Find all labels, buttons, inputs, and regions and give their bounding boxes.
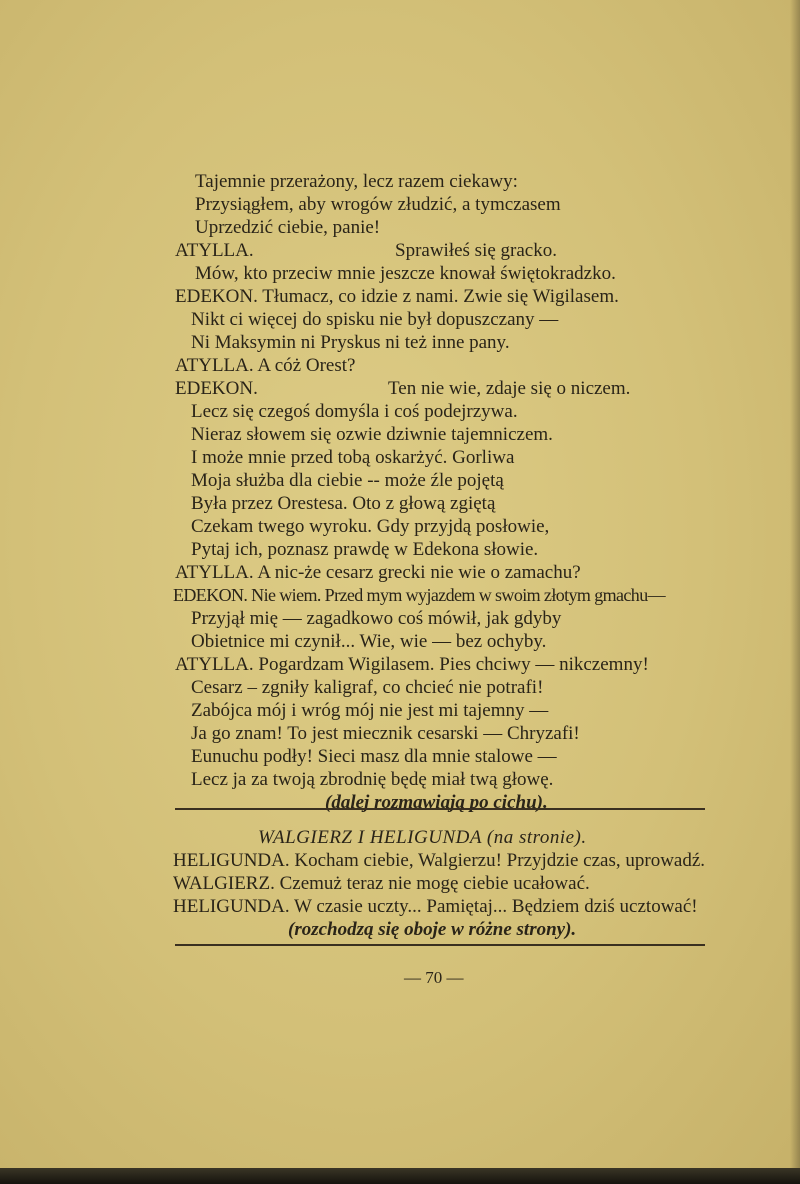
speaker-name: EDEKON.	[175, 378, 258, 399]
verse-line: Lecz się czegoś domyśla i coś podejrzywa.	[191, 401, 518, 422]
verse-line: Była przez Orestesa. Oto z głową zgiętą	[191, 493, 496, 514]
verse-line: Przyjął mię — zagadkowo coś mówił, jak gdyby	[191, 608, 562, 629]
dialogue-line: WALGIERZ. Czemuż teraz nie mogę ciebie ucałować.	[173, 873, 590, 894]
binding-shadow	[0, 1168, 800, 1184]
speaker-name: ATYLLA.	[175, 240, 254, 261]
verse-line: Tajemnie przerażony, lecz razem ciekawy:	[195, 171, 518, 192]
scene-heading: WALGIERZ I HELIGUNDA (na stronie).	[258, 827, 587, 848]
verse-line: I może mnie przed tobą oskarżyć. Gorliwa	[191, 447, 515, 468]
verse-line: Czekam twego wyroku. Gdy przyjdą posłowie,	[191, 516, 550, 537]
verse-line: Nieraz słowem się ozwie dziwnie tajemniczem.	[191, 424, 553, 445]
verse-line: Moja służba dla ciebie -- może źle pojętą	[191, 470, 504, 491]
verse-line: Ja go znam! To jest miecznik cesarski — Chryzafi!	[191, 723, 580, 744]
stage-direction: (rozchodzą się oboje w różne strony).	[288, 919, 577, 940]
verse-line: Obietnice mi czynił... Wie, wie — bez ochyby.	[191, 631, 547, 652]
verse-line: Uprzedzić ciebie, panie!	[195, 217, 381, 238]
verse-line: ATYLLA. A nic-że cesarz grecki nie wie o zamachu?	[175, 562, 581, 583]
verse-line: Cesarz – zgniły kaligraf, co chcieć nie potrafi!	[191, 677, 544, 698]
stage-direction: (dalej rozmawiają po cichu).	[325, 792, 548, 813]
verse-line: ATYLLA. A cóż Orest?	[175, 355, 356, 376]
verse-line: Lecz ja za twoją zbrodnię będę miał twą głowę.	[191, 769, 554, 790]
verse-line: Ten nie wie, zdaje się o niczem.	[388, 378, 631, 399]
verse-line: ATYLLA. Pogardzam Wigilasem. Pies chciwy — nikczemny!	[175, 654, 649, 675]
verse-line: Eunuchu podły! Sieci masz dla mnie stalowe —	[191, 746, 557, 767]
verse-line: Ni Maksymin ni Pryskus ni też inne pany.	[191, 332, 510, 353]
page-number: — 70 —	[404, 968, 464, 987]
verse-line: Pytaj ich, poznasz prawdę w Edekona słowie.	[191, 539, 539, 560]
verse-line: Mów, kto przeciw mnie jeszcze knował świętokradzko.	[195, 263, 616, 284]
verse-line: Przysiągłem, aby wrogów złudzić, a tymczasem	[195, 194, 561, 215]
verse-line: EDEKON. Tłumacz, co idzie z nami. Zwie się Wigilasem.	[175, 286, 619, 307]
dialogue-line: HELIGUNDA. W czasie uczty... Pamiętaj... Będziem dziś ucztować!	[173, 896, 698, 917]
verse-line: EDEKON. Nie wiem. Przed mym wyjazdem w swoim złotym gmachu—	[173, 585, 665, 605]
section-divider	[175, 944, 705, 946]
section-divider	[175, 808, 705, 810]
dialogue-line: HELIGUNDA. Kocham ciebie, Walgierzu! Przyjdzie czas, uprowadź.	[173, 850, 706, 871]
verse-line: Nikt ci więcej do spisku nie był dopuszczany —	[191, 309, 559, 330]
verse-line: Zabójca mój i wróg mój nie jest mi tajemny —	[191, 700, 549, 721]
verse-line: Sprawiłeś się gracko.	[395, 240, 557, 261]
page-edge-shadow	[790, 0, 800, 1184]
